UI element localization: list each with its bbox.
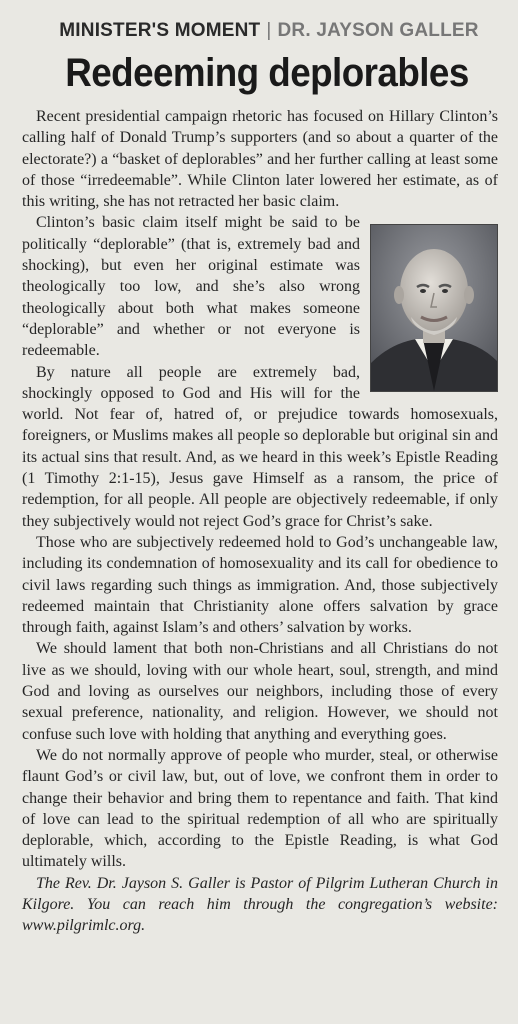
author-portrait-icon [370,224,498,392]
paragraph-5: We should lament that both non-Christians and all Christians do not live as we should, loving with our whole heart, soul, strength, and mind God and loving as ourselves our neighbors, including those of every sexual preference, nationality, and religion. However, we should not confuse such love with holding that anything and everything goes. [22,640,498,743]
paragraph-1: Recent presidential campaign rhetoric has focused on Hillary Clinton’s calling half of Donald Trump’s supporters (and so about a quarter of the electorate?) a “basket of deplorables” and her further calling at least some of those “irredeemable”. While Clinton later lowered her estimate, as of this writing, she has not retracted her basic claim. [22,108,498,211]
paragraph-2: Clinton’s basic claim itself might be said to be politically “deplorable” (that is, extremely bad and shocking), but even her original estimate was theologically too low, and she’s also wrong theologically about both what makes someone “deplorable” and whether or not everyone is redeemable. [22,214,360,360]
paragraph-6: We do not normally approve of people who murder, steal, or otherwise flaunt God’s or civil law, but, out of love, we confront them in order to change their behavior and bring them to repentance and faith. That kind of love can lead to the spiritual redemption of all who are spiritually deplorable, which, according to the Epistle Reading, is what God ultimately wills. [22,746,498,871]
header-separator: | [266,20,272,41]
author-byline: DR. JAYSON GALLER [277,20,479,41]
paragraph-4: Those who are subjectively redeemed hold to God’s unchangeable law, including its condemnation of homosexuality and its call for obedience to civil laws regarding such things as immigration. And, those subjectively redeemed maintain that Christianity alone offers salvation by grace through faith, against Islam’s and others’ salvation by works. [22,533,498,637]
column-name: MINISTER'S MOMENT [59,20,261,41]
paragraph-3: By nature all people are extremely bad, shockingly opposed to God and His will for the world. Not fear of, hatred of, or prejudice towards homosexuals, foreigners, or Muslims makes all people so deplorable but original sin and its actual sins that result. And, as we heard in this week’s Epistle Reading (1 Timothy 2:1-15), Jesus gave Himself as a ransom, the price of redemption, for all people. All people are objectively redeemable, if only they subjectively would not reject God’s grace for Christ’s sake. [22,363,498,530]
column-header [40,18,498,44]
author-tagline: The Rev. Dr. Jayson S. Galler is Pastor of Pilgrim Lutheran Church in Kilgore. You can reach him through the congregation’s website: www.pilgrimlc.org. [22,874,498,935]
article-headline: Redeeming deplorables [65,51,469,95]
portrait-illustration [371,225,497,391]
article-body [22,106,498,937]
